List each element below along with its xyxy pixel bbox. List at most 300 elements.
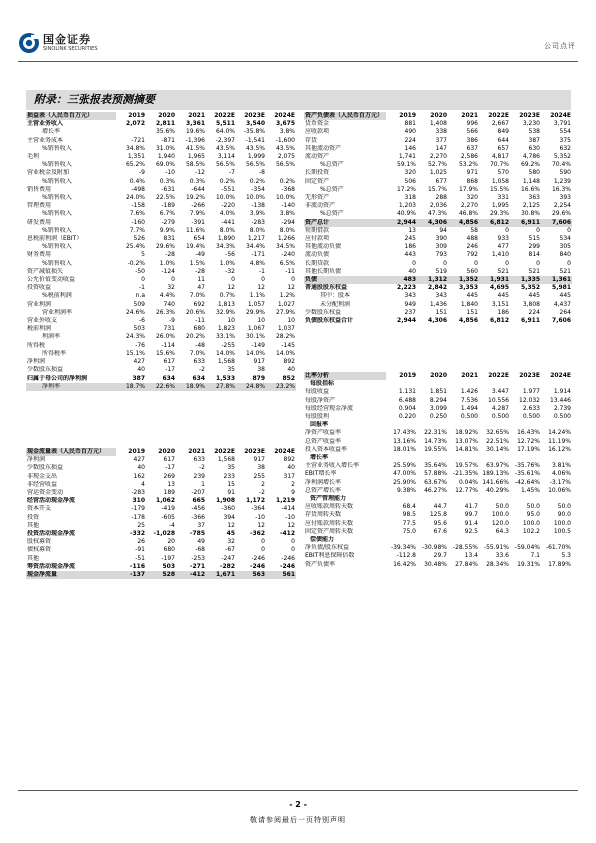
row-value: 56.5% (245, 161, 265, 169)
row-value: -68 (195, 546, 205, 554)
row-value: 10 (287, 317, 295, 325)
row-value: 20 (167, 538, 175, 546)
row-value: 331 (497, 194, 509, 202)
row-label: 营业利润率 (42, 308, 73, 316)
row-label: %销售收入 (42, 210, 72, 218)
row-value: 91.4 (464, 519, 478, 527)
table-row (304, 528, 572, 536)
sinolink-logo-icon (18, 32, 40, 54)
table-title: 损益表（人民币百万元） (26, 112, 116, 120)
row-value: 35 (227, 464, 235, 472)
row-value: 8.294 (429, 396, 447, 404)
company-logo (18, 32, 98, 54)
row-value: 5 (141, 251, 145, 259)
row-value: 13 (167, 480, 175, 488)
row-value: -3.17% (549, 478, 571, 486)
row-value: 32.9% (215, 308, 235, 316)
year-header: 2022E (214, 448, 235, 455)
row-value: 10.0% (275, 194, 295, 202)
row-value: 0.3% (189, 177, 205, 185)
row-value: 310 (132, 497, 145, 505)
table-row (26, 301, 296, 309)
table-row (26, 325, 296, 333)
row-value: 17.43% (393, 429, 416, 437)
row-value: 186 (404, 243, 416, 251)
row-value: 99.7 (464, 511, 478, 519)
table-row (304, 301, 572, 309)
table-row (26, 169, 296, 177)
row-value: 17.9% (458, 185, 478, 193)
row-value: 0 (291, 276, 295, 284)
row-value: 443 (404, 251, 416, 259)
row-value: 521 (497, 267, 509, 275)
row-value: 151 (435, 308, 447, 316)
row-value: 506 (404, 177, 416, 185)
row-value: 29.3% (489, 210, 509, 218)
row-value: -1,396 (185, 136, 205, 144)
row-value: 1,533 (216, 374, 235, 382)
row-label: 普通股股东权益 (305, 284, 348, 292)
row-value: -246 (281, 554, 295, 562)
row-value: 25.4% (125, 243, 145, 251)
year-header: 2020 (158, 448, 175, 455)
row-value: -2 (259, 489, 265, 497)
row-value: 840 (559, 251, 571, 259)
row-value: 40 (408, 267, 416, 275)
row-label: 其他 (27, 521, 40, 529)
row-value: 28.34% (486, 560, 509, 568)
row-value: 100.0 (491, 511, 509, 519)
table-row (26, 522, 296, 530)
row-value: 9 (291, 489, 295, 497)
row-value: 792 (466, 251, 478, 259)
row-value: 731 (163, 325, 175, 333)
row-value: 654 (193, 235, 205, 243)
row-value: 0.904 (398, 404, 416, 412)
row-value: 427 (133, 456, 145, 464)
row-value: 0.500 (522, 413, 540, 421)
table-row (26, 481, 296, 489)
row-value (386, 495, 417, 503)
row-value: 526 (133, 235, 145, 243)
row-value: 29.6% (155, 243, 175, 251)
table-row (304, 153, 572, 161)
logo-en-text: SINOLINK SECURITIES (43, 46, 98, 52)
row-value: 1,931 (479, 276, 510, 284)
row-value: -149 (251, 341, 265, 349)
row-value: 4,786 (522, 153, 540, 161)
row-value: -412 (279, 530, 295, 538)
row-label: 存货 (305, 136, 318, 144)
row-value (510, 454, 541, 462)
row-value: 1,148 (522, 177, 540, 185)
row-value: 0 (231, 276, 235, 284)
section-title: 附录：三张报表预测摘要 (26, 90, 571, 110)
row-value: 2,270 (429, 153, 447, 161)
row-value: -1 (139, 284, 145, 292)
table-row (26, 202, 296, 210)
row-value: 34.8% (125, 144, 145, 152)
row-value: 477 (497, 243, 509, 251)
row-value: 32 (227, 538, 235, 546)
row-value: 561 (266, 571, 296, 579)
row-value: 0.2% (279, 177, 295, 185)
row-value: 4,817 (491, 153, 509, 161)
row-label: 其他流动负债 (305, 243, 342, 251)
row-value: 0.250 (429, 413, 447, 421)
row-value: -605 (161, 513, 175, 521)
row-value: 17.19% (517, 445, 540, 453)
row-value: 9.38% (396, 486, 416, 494)
row-value: -112.8 (396, 552, 416, 560)
row-value: 30.48% (424, 560, 447, 568)
row-label: 销售费用 (27, 185, 52, 193)
row-value: 18.7% (116, 383, 146, 391)
table-row (26, 563, 296, 571)
row-value: 4.4% (159, 292, 175, 300)
row-value (510, 536, 541, 544)
row-value: -1,541 (245, 136, 265, 144)
row-label: 应付款项 (305, 235, 330, 243)
row-value: 6,911 (521, 317, 540, 325)
table-row (304, 413, 572, 421)
row-value: 269 (163, 472, 175, 480)
row-value: -2 (199, 464, 205, 472)
row-value: 1.0% (159, 259, 175, 267)
row-value (386, 454, 417, 462)
row-value: 5,511 (216, 120, 235, 128)
table-row (304, 227, 572, 235)
row-value: 49 (197, 538, 205, 546)
row-value: 14.0% (215, 349, 235, 357)
row-value (266, 169, 296, 177)
row-value: -178 (131, 513, 145, 521)
row-value: 5,352 (553, 153, 571, 161)
row-value: 868 (466, 177, 478, 185)
year-header: 2019 (128, 448, 145, 455)
row-label: 资产减值损失 (27, 267, 64, 275)
row-value: 50.0 (557, 503, 571, 511)
row-value: -21.35% (452, 470, 478, 478)
row-value: 343 (404, 292, 416, 300)
row-value: -48 (195, 341, 205, 349)
row-value: -32 (225, 267, 235, 275)
row-value: -35.61% (514, 470, 540, 478)
row-value: 12 (227, 521, 235, 529)
row-value: 237 (404, 308, 416, 316)
row-label: 主营业务收入 (27, 120, 64, 128)
row-value: 2,811 (156, 120, 175, 128)
row-label: 总资产增长率 (305, 486, 342, 494)
year-header: 2024E (274, 112, 295, 119)
row-value: 633 (193, 456, 205, 464)
row-value: 445 (466, 292, 478, 300)
table-row (26, 292, 296, 300)
row-value: 8.0% (249, 226, 265, 234)
row-value: 12 (257, 284, 265, 292)
table-row (304, 178, 572, 186)
row-value: -67 (225, 546, 235, 554)
row-value: 3.447 (491, 388, 509, 396)
row-value: 12 (287, 521, 295, 529)
row-value: 7,606 (541, 219, 572, 227)
row-value: -246 (249, 562, 265, 570)
row-label: 少数股东损益 (27, 366, 64, 374)
row-value: 4.06% (551, 470, 571, 478)
row-value: 0.04% (458, 478, 478, 486)
row-value: 375 (559, 136, 571, 144)
row-value: 12.77% (455, 486, 478, 494)
row-value: 692 (193, 300, 205, 308)
row-value: 3,353 (459, 284, 478, 292)
row-value: 445 (528, 292, 540, 300)
row-value: 1,025 (429, 169, 447, 177)
row-value: -279 (161, 218, 175, 226)
table-row (304, 552, 572, 560)
row-value: -28.55% (452, 544, 478, 552)
row-label: 其他长期负债 (305, 267, 342, 275)
balance-sheet-table (304, 112, 572, 325)
row-value: 3.81% (551, 462, 571, 470)
row-value: 1,890 (217, 235, 235, 243)
row-value: 3.8% (279, 128, 295, 136)
row-label: 经营活动现金净流 (27, 497, 76, 505)
row-value: 44.7 (433, 503, 447, 511)
table-row (304, 194, 572, 202)
row-value (448, 495, 479, 503)
table-row (26, 555, 296, 563)
row-value: -76 (135, 341, 145, 349)
row-value: 25 (137, 521, 145, 529)
row-value: 1,840 (460, 300, 478, 308)
table-row (26, 227, 296, 235)
table-row (26, 153, 296, 161)
table-title: 比率分析 (304, 372, 386, 380)
row-value: 996 (466, 120, 478, 128)
row-value: 162 (133, 472, 145, 480)
row-value: 338 (435, 128, 447, 136)
row-value: -283 (251, 218, 265, 226)
row-value: -49 (195, 251, 205, 259)
row-value: 1.494 (460, 404, 478, 412)
row-value: -255 (221, 341, 235, 349)
row-value: 10.556 (488, 396, 509, 404)
table-row (304, 137, 572, 145)
row-value: 91 (227, 489, 235, 497)
row-value (479, 536, 510, 544)
row-value: 53.2% (458, 161, 478, 169)
row-value: 12.032 (519, 396, 540, 404)
row-value: 2,270 (460, 202, 478, 210)
row-value: 69.0% (155, 161, 175, 169)
row-value: 95.0 (526, 511, 540, 519)
row-value: 917 (253, 358, 265, 366)
row-label: 短期借款 (305, 226, 330, 234)
row-value: 40 (287, 366, 295, 374)
row-value: 3.099 (429, 404, 447, 412)
row-value: 239 (193, 472, 205, 480)
row-value: 0 (443, 259, 447, 267)
row-value: 377 (435, 136, 447, 144)
table-row (26, 473, 296, 481)
row-value: 488 (466, 235, 478, 243)
row-value: 14.73% (424, 437, 447, 445)
table-row (26, 219, 296, 227)
row-label: %税前利润 (42, 292, 72, 300)
row-value: 38 (257, 366, 265, 374)
row-label: 流动负债 (305, 251, 330, 259)
row-value: 4,695 (490, 284, 509, 292)
row-value: 18.92% (455, 429, 478, 437)
row-value: 563 (236, 571, 266, 579)
row-label: 净利润 (27, 456, 46, 464)
row-value: 8.0% (279, 226, 295, 234)
table-row (26, 210, 296, 218)
row-value: -441 (221, 218, 235, 226)
row-label: 应收款项 (305, 128, 330, 136)
row-value: 2.739 (553, 404, 571, 412)
row-value: -42.64% (514, 478, 540, 486)
table-header-row (304, 372, 572, 380)
row-label: 股权募资 (27, 538, 52, 546)
row-value: 13.4 (464, 552, 478, 560)
logo-cn-text: 国金证券 (43, 33, 91, 46)
row-value: 50.0 (526, 503, 540, 511)
row-label: 回报率 (310, 421, 329, 429)
row-label: 资产负债率 (305, 560, 336, 568)
table-row (26, 251, 296, 259)
row-value (479, 380, 510, 388)
row-value: 41.7 (464, 503, 478, 511)
row-value: -171 (251, 251, 265, 259)
row-value: 580 (528, 169, 540, 177)
table-row (304, 438, 572, 446)
row-value: 4,306 (428, 317, 447, 325)
row-value: 309 (435, 243, 447, 251)
row-value: 387 (132, 374, 145, 382)
table-row (304, 487, 572, 495)
row-value: 70.4% (551, 161, 571, 169)
table-row (304, 219, 572, 227)
row-value: 30.14% (486, 445, 509, 453)
row-label: 每股收益 (305, 388, 330, 396)
row-value: 32.65% (486, 429, 509, 437)
row-value: 147 (435, 144, 447, 152)
row-value: -11 (285, 267, 295, 275)
table-row (304, 421, 572, 429)
row-value: -253 (191, 554, 205, 562)
row-value: 189 (163, 489, 175, 497)
row-value: 10 (227, 317, 235, 325)
row-value: 10.06% (548, 486, 571, 494)
row-value: -391 (191, 218, 205, 226)
row-value: 566 (466, 128, 478, 136)
row-value: 6,911 (510, 219, 541, 227)
row-value: -56 (225, 251, 235, 259)
row-value: 1,239 (553, 177, 571, 185)
row-label: 利润率 (42, 333, 61, 341)
row-value: -124 (161, 267, 175, 275)
row-value: 393 (559, 194, 571, 202)
row-value: 3.8% (279, 210, 295, 218)
row-value: 100.5 (553, 527, 571, 535)
table-row (304, 260, 572, 268)
row-value: -116 (129, 562, 145, 570)
row-value: 94 (439, 226, 447, 234)
row-value: -189 (161, 202, 175, 210)
row-value: 29.7 (433, 552, 447, 560)
row-value: 0.7% (219, 292, 235, 300)
table-row (304, 462, 572, 470)
row-value: -11 (195, 317, 205, 325)
table-row (304, 169, 572, 177)
row-label: 财务费用 (27, 251, 52, 259)
row-value: 1,908 (216, 497, 235, 505)
row-label: 资产总计 (304, 219, 386, 227)
row-value: 503 (162, 562, 175, 570)
row-value: 394 (223, 513, 235, 521)
year-header: 2023E (244, 112, 265, 119)
row-value: 19.55% (424, 445, 447, 453)
row-value: 6.488 (398, 396, 416, 404)
row-value: 14.81% (455, 445, 478, 453)
row-value (386, 421, 417, 429)
row-value: 16.42% (393, 560, 416, 568)
row-value: 16.6% (520, 185, 540, 193)
row-value: 6,812 (490, 317, 509, 325)
ratio-analysis-table (304, 372, 572, 569)
row-value: 34.5% (275, 243, 295, 251)
row-label: 资本开支 (27, 505, 52, 513)
row-label: 其他 (27, 554, 40, 562)
row-value: 386 (466, 136, 478, 144)
row-value: -8 (259, 169, 265, 177)
row-value: 10.0% (245, 194, 265, 202)
row-value: 6,812 (479, 219, 510, 227)
row-value: 22.6% (146, 383, 176, 391)
row-value: 1,058 (491, 177, 509, 185)
row-value: 6.5% (279, 259, 295, 267)
row-value: 33.1% (215, 333, 235, 341)
row-value: 632 (559, 144, 571, 152)
row-value: -28 (195, 267, 205, 275)
year-header: 2020 (158, 112, 175, 119)
table-row (26, 538, 296, 546)
table-row (304, 235, 572, 243)
row-label: 非经营收益 (27, 480, 58, 488)
row-value: 30.8% (520, 210, 540, 218)
row-value: -246 (251, 554, 265, 562)
table-row (26, 571, 296, 579)
row-value: 917 (253, 456, 265, 464)
row-value: -631 (161, 185, 175, 193)
row-value: -39.34% (390, 544, 416, 552)
row-value: -366 (191, 513, 205, 521)
table-row (26, 194, 296, 202)
row-value: 19.6% (185, 128, 205, 136)
row-value: -456 (191, 505, 205, 513)
cashflow-statement-table (26, 448, 296, 579)
row-value: 4.8% (249, 259, 265, 267)
row-label: 流动资产 (305, 153, 330, 161)
row-value: 6.7% (159, 210, 175, 218)
row-value: 2,072 (126, 120, 145, 128)
row-value: 1,741 (398, 153, 416, 161)
row-value: 1.5% (189, 259, 205, 267)
row-value: -145 (281, 341, 295, 349)
row-value: 288 (435, 194, 447, 202)
row-value: 0 (261, 546, 265, 554)
